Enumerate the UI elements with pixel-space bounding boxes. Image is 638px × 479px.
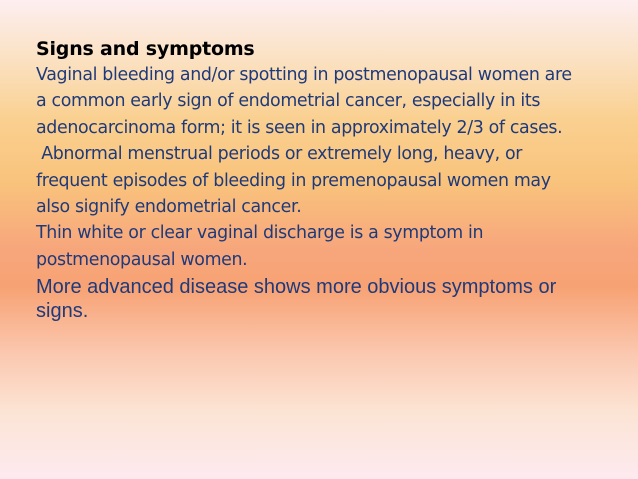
menstrual-paragraph: Abnormal menstrual periods or extremely long, heavy, or frequent episodes of bleeding in premenopausal women may also signify endometrial cancer. bbox=[36, 144, 556, 218]
slide-content bbox=[36, 36, 616, 323]
advanced-disease-paragraph: More advanced disease shows more obvious symptoms or signs. bbox=[36, 276, 557, 323]
bleeding-paragraph: Vaginal bleeding and/or spotting in postmenopausal women are a common early sign of endometrial cancer, especially in its adenocarcinoma form; it is seen in approximately 2/3 of cases. bbox=[36, 65, 572, 138]
discharge-paragraph: Thin white or clear vaginal discharge is a symptom in postmenopausal women. bbox=[36, 223, 484, 270]
slide-title: Signs and symptoms bbox=[36, 38, 255, 60]
